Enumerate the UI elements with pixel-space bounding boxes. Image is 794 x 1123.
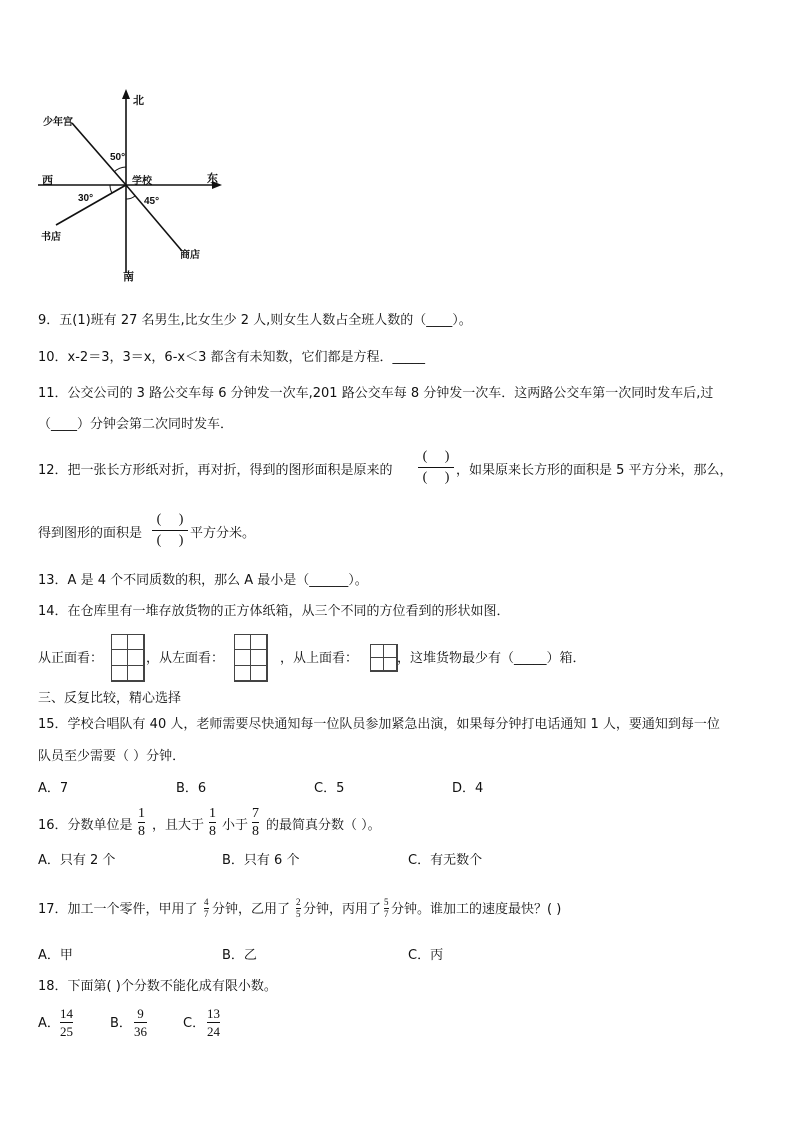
q17-option-a[interactable]: A．甲 xyxy=(38,948,73,963)
question-12-part2: ，如果原来长方形的面积是 5 平方分米，那么， xyxy=(456,463,733,478)
question-16-c: 小于 xyxy=(222,818,249,833)
question-13: 13．A 是 4 个不同质数的积，那么 A 最小是（______）。 xyxy=(38,573,368,588)
question-9: 9．五(1)班有 27 名男生,比女生少 2 人,则女生人数占全班人数的（____）。 xyxy=(38,313,472,328)
top-view-grid xyxy=(370,644,398,672)
west-label: 西 xyxy=(42,174,53,187)
question-12-line2a: 得到图形的面积是 xyxy=(38,526,143,541)
question-16-b: ，且大于 xyxy=(152,818,205,833)
question-17-c: 分钟，丙用了 xyxy=(303,902,382,917)
fraction-18b: 9 36 xyxy=(134,1006,147,1039)
question-16-a: 16．分数单位是 xyxy=(38,818,133,833)
fraction-seven-eighths: 7 8 xyxy=(252,806,259,839)
q15-option-a[interactable]: A．7 xyxy=(38,781,69,796)
q18-option-c-label[interactable]: C． xyxy=(183,1016,206,1031)
youth-palace-label: 少年宫 xyxy=(43,117,73,128)
question-11-line1: 11．公交公司的 3 路公交车每 6 分钟发一次车,201 路公交车每 8 分钟发一次车．这两路公交车第一次同时发车后,过 xyxy=(38,386,714,401)
blank-fraction-1[interactable]: ( ) ( ) xyxy=(418,449,454,486)
question-11-line2: （____）分钟会第二次同时发车． xyxy=(38,417,234,432)
question-17-a: 17．加工一个零件，甲用了 xyxy=(38,902,198,917)
q15-option-d[interactable]: D．4 xyxy=(452,781,484,796)
blank-fraction-2[interactable]: ( ) ( ) xyxy=(152,512,188,549)
fraction-one-eighth-2: 1 8 xyxy=(209,806,216,839)
q17-option-b[interactable]: B．乙 xyxy=(222,948,257,963)
fraction-one-eighth: 1 8 xyxy=(138,806,145,839)
question-17-d: 分钟。谁加工的速度最快？( ) xyxy=(391,902,562,917)
q16-option-c[interactable]: C．有无数个 xyxy=(408,853,483,868)
q16-option-a[interactable]: A．只有 2 个 xyxy=(38,853,116,868)
south-label: 南 xyxy=(123,270,134,283)
question-14: 14．在仓库里有一堆存放货物的正方体纸箱，从三个不同的方位看到的形状如图． xyxy=(38,604,510,619)
fraction-18a: 14 25 xyxy=(60,1006,73,1039)
question-14-end: ，这堆货物最少有（_____）箱． xyxy=(397,651,586,666)
fraction-18c: 13 24 xyxy=(207,1006,220,1039)
question-18: 18．下面第( )个分数不能化成有限小数。 xyxy=(38,979,277,994)
q17-option-c[interactable]: C．丙 xyxy=(408,948,444,963)
q18-option-b-label[interactable]: B． xyxy=(110,1016,132,1031)
front-view-grid xyxy=(111,634,145,682)
q15-option-c[interactable]: C．5 xyxy=(314,781,345,796)
shop-label: 商店 xyxy=(180,250,200,261)
question-10: 10．x-2＝3，3＝x，6-x＜3 都含有未知数，它们都是方程．_____ xyxy=(38,350,425,365)
q15-option-b[interactable]: B．6 xyxy=(176,781,207,796)
left-view-grid xyxy=(234,634,268,682)
question-12-line2b: 平方分米。 xyxy=(190,526,256,541)
fraction-17c: 5 7 xyxy=(384,897,389,919)
top-view-label: ，从上面看： xyxy=(280,651,359,666)
north-label: 北 xyxy=(133,94,144,107)
angle-45-label: 45° xyxy=(144,196,160,207)
east-label: 东 xyxy=(207,172,218,185)
question-17-b: 分钟，乙用了 xyxy=(212,902,291,917)
fraction-17b: 2 5 xyxy=(296,897,301,919)
question-15-line1: 15．学校合唱队有 40 人，老师需要尽快通知每一位队员参加紧急出演，如果每分钟打电话通知 1 人，要通知到每一位 xyxy=(38,717,720,732)
front-view-label: 从正面看： xyxy=(38,651,104,666)
section-3-heading: 三、反复比较，精心选择 xyxy=(38,691,182,706)
angle-50-label: 50° xyxy=(110,152,126,163)
q16-option-b[interactable]: B．只有 6 个 xyxy=(222,853,300,868)
question-12-part1: 12．把一张长方形纸对折，再对折，得到的图形面积是原来的 xyxy=(38,463,393,478)
school-label: 学校 xyxy=(132,176,152,187)
bookstore-label: 书店 xyxy=(41,232,61,243)
angle-30-label: 30° xyxy=(78,193,94,204)
fraction-17a: 4 7 xyxy=(204,897,209,919)
left-view-label: ，从左面看： xyxy=(146,651,225,666)
q18-option-a-label[interactable]: A． xyxy=(38,1016,60,1031)
question-16-d: 的最简真分数（ ）。 xyxy=(266,818,381,833)
question-15-line2: 队员至少需要（ ）分钟． xyxy=(38,749,186,764)
